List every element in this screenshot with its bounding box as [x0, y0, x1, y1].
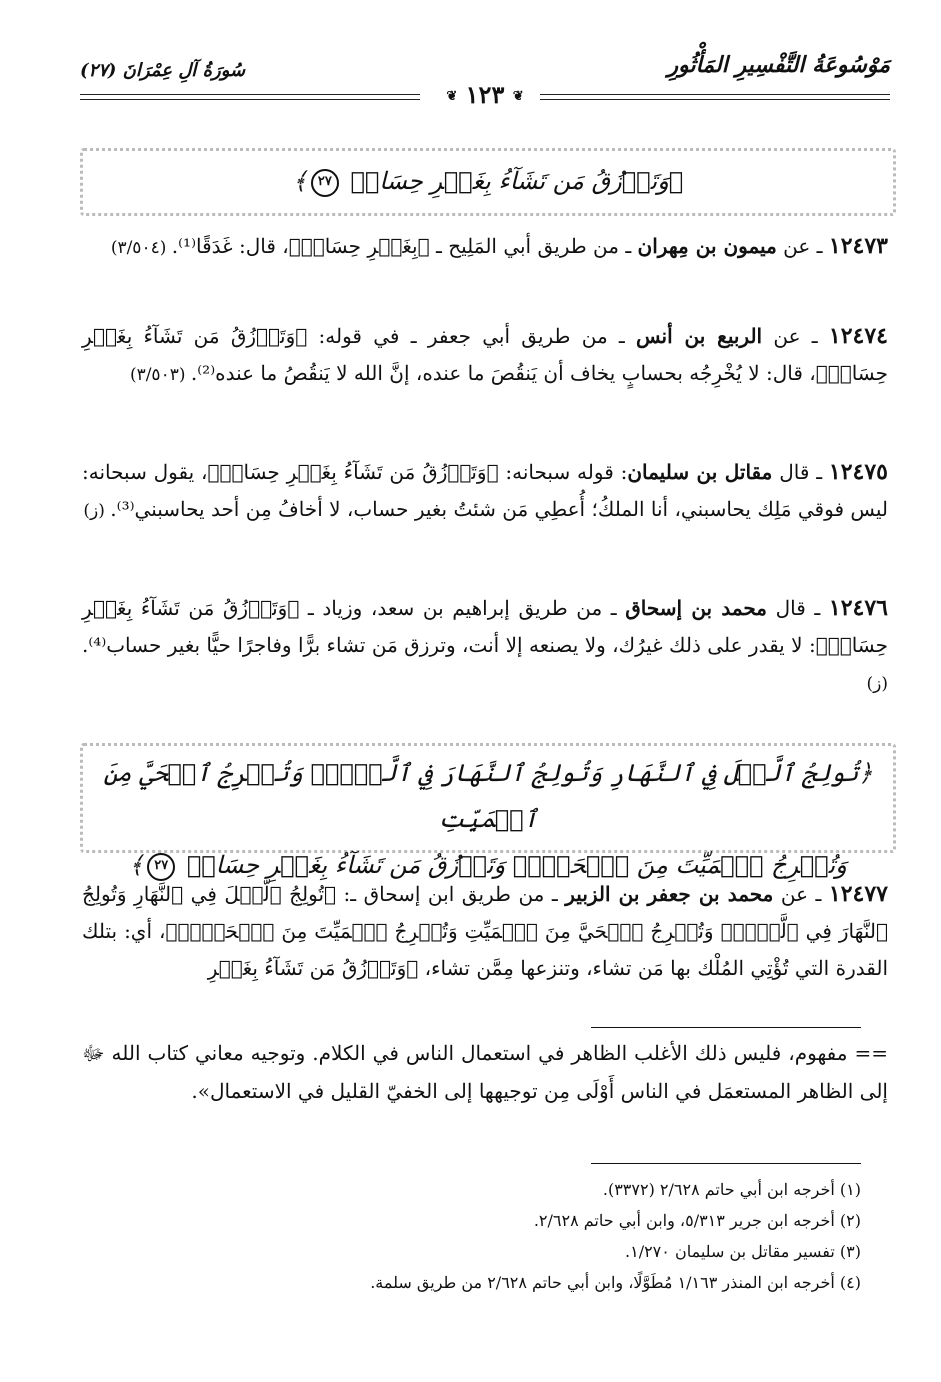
entry-text: : قوله سبحانه: ﴿وَتَرۡزُقُ مَن تَشَآءُ بِغَيۡرِ حِسَابٖ﴾، يقول سبحانه: ليس فوقي مَلِك يحاسبني، أنا الملكُ؛ أُعطِي مَن شئتُ بغير حساب، لا أخافُ مِن أحد يحاسبني⁽³⁾.: [82, 460, 888, 521]
entry-text: ـ من طريق أبي جعفر ـ في قوله: ﴿وَتَرۡزُقُ مَن تَشَآءُ بِغَيۡرِ حِسَابٖ﴾، قال: لا يُخْرِجُه بحسابٍ يخاف أن يَنقُصَ ما عنده، إنَّ الله لا يَنقُصُ ما عنده⁽²⁾.: [82, 324, 888, 385]
footnotes: [61, 1174, 861, 1298]
entry-number: ١٢٤٧٣: [828, 233, 888, 259]
entry-source-ref: (٣/٥٠٤): [110, 238, 172, 258]
entry-text: ـ من طريق ابن إسحاق ـ: ﴿تُولِجُ ٱلَّيۡلَ فِي ٱلنَّهَارِ وَتُولِجُ ٱلنَّهَارَ فِي ٱلَّيۡلِۖ وَتُخۡرِجُ ٱلۡحَيَّ مِنَ ٱلۡمَيِّتِ وَتُخۡرِجُ ٱلۡمَيِّتَ مِنَ ٱلۡحَيِّۖ﴾، أي: بتلك القدرة التي تُؤْتِي المُلْك بها مَن تشاء، وتنزعها مِمَّن تشاء، ﴿وَتَرۡزُقُ مَن تَشَآءُ بِغَيۡرِ: [82, 882, 888, 980]
page-number: ١٢٣: [465, 80, 505, 109]
footnote: (٢) أخرجه ابن جرير ٥/٣١٣، وابن أبي حاتم ٢/٦٢٨.: [533, 1211, 861, 1230]
narration-entry: [82, 454, 888, 530]
page-header: [80, 52, 890, 112]
entry-source-ref: (ز): [83, 501, 111, 521]
narration-entry: [82, 590, 888, 703]
page-number-group: [420, 80, 550, 109]
footnote: (١) أخرجه ابن أبي حاتم ٢/٦٢٨ (٣٣٧٢).: [602, 1180, 861, 1199]
entry-number: ١٢٤٧٧: [828, 881, 888, 907]
verse-line: ﴿تُولِجُ ٱلَّيۡلَ فِي ٱلنَّهَارِ وَتُولِجُ ٱلنَّهَارَ فِي ٱلَّيۡلِۖ وَتُخۡرِجُ ٱلۡحَيَّ مِنَ ٱلۡمَيِّتِ: [103, 759, 873, 833]
verse-close-bracket: ﴾: [292, 167, 307, 195]
entry-number: ١٢٤٧٤: [828, 323, 888, 349]
narrator-name: ميمون بن مِهران: [637, 234, 777, 258]
narration-entry: [82, 876, 888, 987]
commentary-continuation: == مفهوم، فليس ذلك الأغلب الظاهر في استعمال الناس في الكلام. وتوجيه معاني كتاب الله ﷻ إلى الظاهر المستعمَل في الناس أَوْلَى مِن توجيهها إلى الخفيّ القليل في الاستعمال».: [82, 1041, 888, 1103]
narrator-name: الربيع بن أنس: [636, 324, 763, 348]
verse-close-bracket: ﴾: [129, 851, 144, 879]
entry-number: ١٢٤٧٥: [828, 459, 888, 485]
narrator-name: مقاتل بن سليمان: [627, 460, 773, 484]
entry-prefix: ـ عن: [762, 324, 829, 348]
surah-label: سُورَةُ آلِ عِمْرَانَ (٢٧): [80, 60, 246, 81]
narrator-name: محمد بن إسحاق: [625, 596, 768, 620]
entry-source-ref: (٣/٥٠٣): [129, 365, 191, 385]
ornament-icon: ❦: [446, 89, 458, 104]
entry-prefix: ـ عن: [776, 234, 829, 258]
ornament-icon: ❦: [512, 89, 524, 104]
header-rule-right: [540, 94, 890, 100]
verse-block: [80, 743, 896, 879]
entry-prefix: ـ عن: [773, 882, 829, 906]
footnote: (٣) تفسير مقاتل بن سليمان ١/٢٧٠.: [625, 1242, 861, 1261]
header-rule-left: [80, 94, 420, 100]
entry-number: ١٢٤٧٦: [828, 595, 888, 621]
narration-entry: [82, 228, 888, 267]
entry-prefix: ـ قال: [767, 596, 829, 620]
verse-text: ﴿وَتَرۡزُقُ مَن تَشَآءُ بِغَيۡرِ حِسَابٖ: [350, 167, 684, 195]
series-title: مَوْسُوعَةُ التَّفْسِيرِ المَأْثُورِ: [667, 52, 890, 78]
footnote: (٤) أخرجه ابن المنذر ١/١٦٣ مُطَوَّلًا، وابن أبي حاتم ٢/٦٢٨ من طريق سلمة.: [370, 1273, 861, 1292]
narrator-name: محمد بن جعفر بن الزبير: [565, 882, 774, 906]
entry-text: ـ من طريق إبراهيم بن سعد، وزياد ـ ﴿وَتَرۡزُقُ مَن تَشَآءُ بِغَيۡرِ حِسَابٖ﴾: لا يقدر على ذلك غيرُك، ولا يصنعه إلا أنت، وترزق مَن تشاء برًّا وفاجرًا حيًّا بغير حساب⁽⁴⁾.: [82, 596, 888, 657]
verse-text: وَتُخۡرِجُ ٱلۡمَيِّتَ مِنَ ٱلۡحَيِّۖ وَتَرۡزُقُ مَن تَشَآءُ بِغَيۡرِ حِسَابٖ: [186, 851, 847, 879]
ayah-number-marker: ٢٧: [311, 169, 339, 197]
entry-prefix: ـ قال: [772, 460, 829, 484]
ayah-number-marker: ٢٧: [147, 853, 175, 881]
verse-block: [80, 148, 896, 216]
footnote-separator: [591, 1163, 861, 1164]
entry-text: ـ من طريق أبي المَلِيح ـ ﴿بِغَيۡرِ حِسَابٖ﴾، قال: غَدَقًا⁽¹⁾.: [171, 234, 638, 258]
entry-source-ref: (ز): [866, 674, 888, 694]
narration-entry: [82, 318, 888, 394]
commentary-separator: [591, 1027, 861, 1028]
